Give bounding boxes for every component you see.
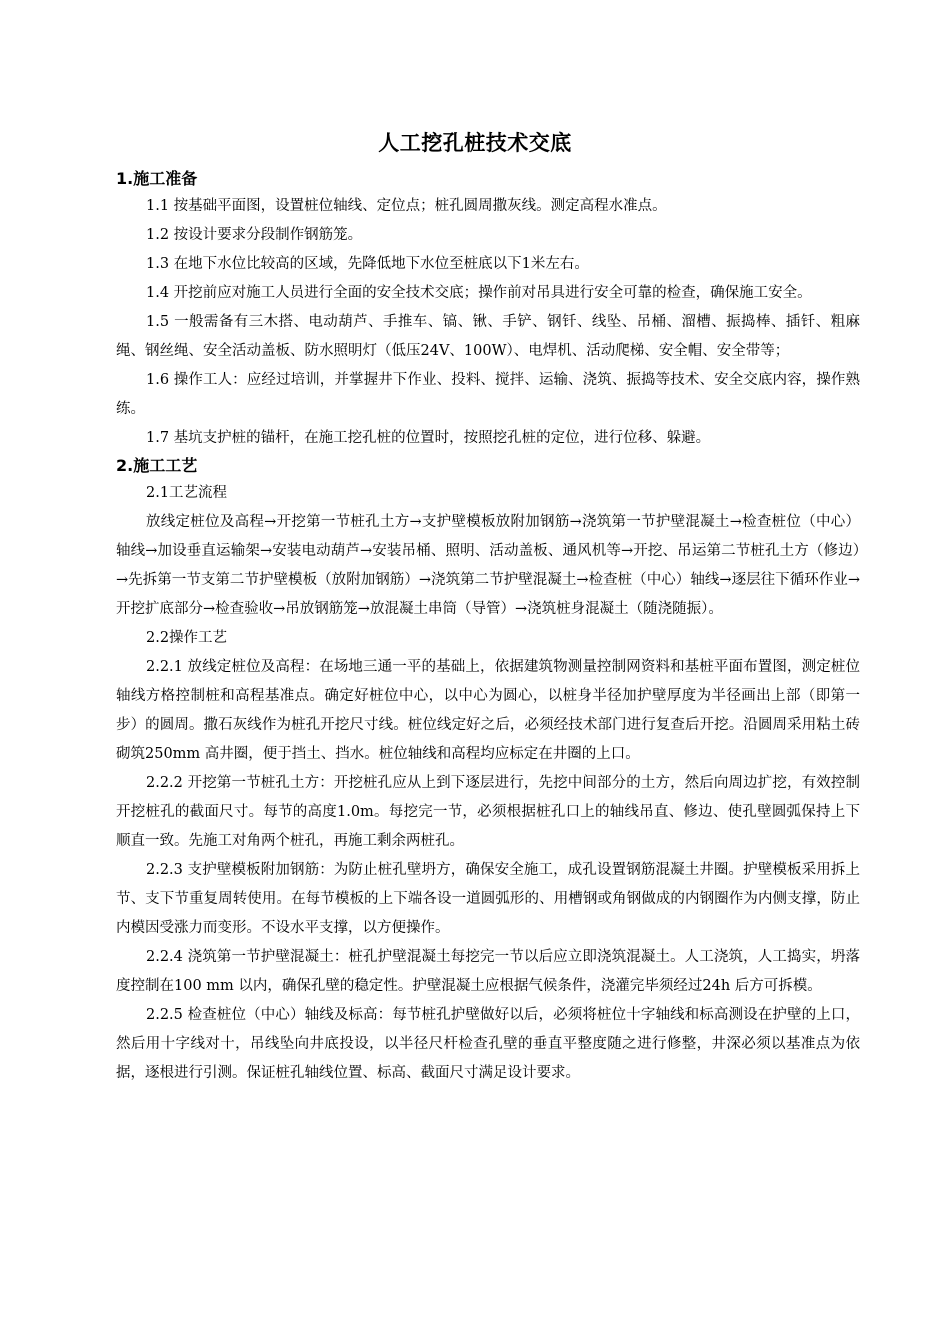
paragraph-1-6: 1.6 操作工人：应经过培训，并掌握井下作业、投料、搅拌、运输、浇筑、振捣等技术、安全交底内容，操作熟练。 — [116, 372, 860, 417]
paragraph-1-2: 1.2 按设计要求分段制作钢筋笼。 — [146, 227, 363, 243]
paragraph-1-4: 1.4 开挖前应对施工人员进行全面的安全技术交底；操作前对吊具进行安全可靠的检查，确保施工安全。 — [146, 285, 812, 301]
process-flow-paragraph: 放线定桩位及高程→开挖第一节桩孔土方→支护壁模板放附加钢筋→浇筑第一节护壁混凝土→检查桩位（中心）轴线→加设垂直运输架→安装电动葫芦→安装吊桶、照明、活动盖板、通风机等→开挖、吊运第二节桩孔土方（修边）→先拆第一节支第二节护壁模板（放附加钢筋）→浇筑第二节护壁混凝土→检查桩（中心）轴线→逐层往下循环作业→开挖扩底部分→检查验收→吊放钢筋笼→放混凝土串筒（导管）→浇筑桩身混凝土（随浇随振）。 — [116, 514, 860, 617]
paragraph-1-7: 1.7 基坑支护桩的锚杆，在施工挖孔桩的位置时，按照挖孔桩的定位，进行位移、躲避。 — [146, 430, 711, 446]
paragraph-2-2-2: 2.2.2 开挖第一节桩孔土方：开挖桩孔应从上到下逐层进行，先挖中间部分的土方，然后向周边扩挖，有效控制开挖桩孔的截面尺寸。每节的高度1.0m。每挖完一节，必须根据桩孔口上的轴线吊直、修边、使孔壁圆弧保持上下顺直一致。先施工对角两个桩孔，再施工剩余两桩孔。 — [116, 775, 860, 849]
subheading-2-2: 2.2操作工艺 — [146, 630, 228, 646]
paragraph-1-5: 1.5 一般需备有三木搭、电动葫芦、手推车、镐、锹、手铲、钢钎、线坠、吊桶、溜槽、振捣棒、插钎、粗麻绳、钢丝绳、安全活动盖板、防水照明灯（低压24V、100W）、电焊机、活动爬梯、安全帽、安全带等； — [116, 314, 860, 359]
paragraph-2-2-1: 2.2.1 放线定桩位及高程：在场地三通一平的基础上，依据建筑物测量控制网资料和基桩平面布置图，测定桩位轴线方格控制桩和高程基准点。确定好桩位中心，以中心为圆心，以桩身半径加护壁厚度为半径画出上部（即第一步）的圆周。撒石灰线作为桩孔开挖尺寸线。桩位线定好之后，必须经技术部门进行复查后开挖。沿圆周采用粘土砖砌筑250mm 高井圈，便于挡土、挡水。桩位轴线和高程均应标定在井圈的上口。 — [116, 659, 860, 762]
paragraph-2-2-4: 2.2.4 浇筑第一节护壁混凝土：桩孔护壁混凝土每挖完一节以后应立即浇筑混凝土。人工浇筑，人工捣实，坍落度控制在100 mm 以内，确保孔壁的稳定性。护壁混凝土应根据气候条件，浇灌完毕须经过24h 后方可拆模。 — [116, 949, 860, 994]
section-heading-process: 2.施工工艺 — [116, 456, 198, 475]
subheading-2-1: 2.1工艺流程 — [146, 485, 228, 501]
section-heading-preparation: 1.施工准备 — [116, 169, 198, 188]
paragraph-2-2-5: 2.2.5 检查桩位（中心）轴线及标高：每节桩孔护壁做好以后，必须将桩位十字轴线和标高测设在护壁的上口，然后用十字线对十，吊线坠向井底投设，以半径尺杆检查孔壁的垂直平整度随之进行修整，井深必须以基准点为依据，逐根进行引测。保证桩孔轴线位置、标高、截面尺寸满足设计要求。 — [116, 1007, 860, 1081]
document-body — [116, 166, 860, 1088]
document-title: 人工挖孔桩技术交底 — [378, 131, 572, 155]
paragraph-2-2-3: 2.2.3 支护壁模板附加钢筋：为防止桩孔壁坍方，确保安全施工，成孔设置钢筋混凝土井圈。护壁模板采用拆上节、支下节重复周转使用。在每节模板的上下端各设一道圆弧形的、用槽钢或角钢做成的内钢圈作为内侧支撑，防止内模因受涨力而变形。不设水平支撑，以方便操作。 — [116, 862, 860, 936]
paragraph-1-3: 1.3 在地下水位比较高的区域，先降低地下水位至桩底以下1米左右。 — [146, 256, 589, 272]
paragraph-1-1: 1.1 按基础平面图，设置桩位轴线、定位点；桩孔圆周撒灰线。测定高程水准点。 — [146, 198, 667, 214]
